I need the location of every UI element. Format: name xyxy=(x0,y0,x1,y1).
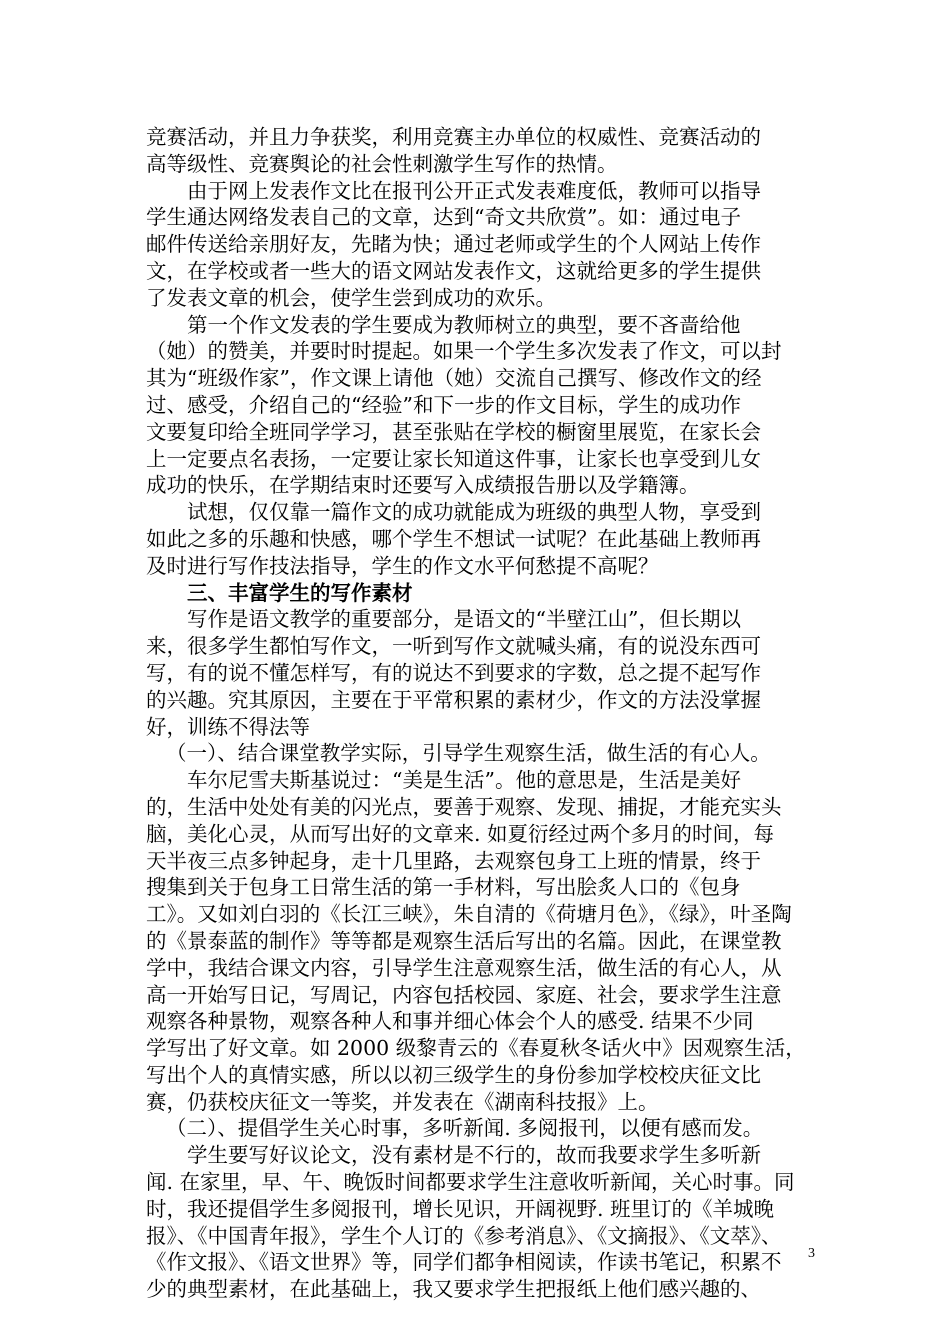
text-line: 的兴趣。究其原因，主要在于平常积累的素材少，作文的方法没掌握 xyxy=(146,687,761,712)
text-line: 写，有的说不懂怎样写，有的说达不到要求的字数，总之提不起写作 xyxy=(146,660,761,685)
text-line: （她）的赞美，并要时时提起。如果一个学生多次发表了作文，可以封 xyxy=(146,339,782,364)
text-line: 邮件传送给亲朋好友，先睹为快；通过老师或学生的个人网站上传作 xyxy=(146,232,761,257)
text-line: 其为“班级作家”，作文课上请他（她）交流自己撰写、修改作文的经 xyxy=(146,366,762,391)
section-heading: 三、丰富学生的写作素材 xyxy=(187,580,413,605)
text-line: 少的典型素材，在此基础上，我又要求学生把报纸上他们感兴趣的、 xyxy=(146,1277,761,1302)
text-line: 高一开始写日记，写周记，内容包括校园、家庭、社会，要求学生注意 xyxy=(146,982,782,1007)
subsection-heading: （二）、提倡学生关心时事，多听新闻. 多阅报刊，以便有感而发。 xyxy=(166,1116,764,1141)
text-line: 《作文报》、《语文世界》等，同学们都争相阅读，作读书笔记，积累不 xyxy=(146,1250,782,1275)
paragraph-first-line: 写作是语文教学的重要部分，是语文的“半壁江山”，但长期以 xyxy=(187,607,741,632)
text-line: 写出个人的真情实感，所以以初三级学生的身份参加学校校庆征文比 xyxy=(146,1062,761,1087)
text-line: 及时进行写作技法指导，学生的作文水平何愁提不高呢？ xyxy=(146,553,659,578)
text-line: 天半夜三点多钟起身，走十几里路，去观察包身工上班的情景，终于 xyxy=(146,848,761,873)
text-line: 文，在学校或者一些大的语文网站发表作文，这就给更多的学生提供 xyxy=(146,258,761,283)
text-line: 如此之多的乐趣和快感，哪个学生不想试一试呢？在此基础上教师再 xyxy=(146,526,761,551)
text-line: 工》。又如刘白羽的《长江三峡》，朱自清的《荷塘月色》，《绿》，叶圣陶 xyxy=(146,902,792,927)
text-line: 的《景泰蓝的制作》等等都是观察生活后写出的名篇。因此，在课堂教 xyxy=(146,928,782,953)
text-line: 文要复印给全班同学学习，甚至张贴在学校的橱窗里展览，在家长会 xyxy=(146,419,761,444)
text-line: 过、感受，介绍自己的“经验”和下一步的作文目标，学生的成功作 xyxy=(146,392,741,417)
subsection-heading: （一）、结合课堂教学实际，引导学生观察生活，做生活的有心人。 xyxy=(166,741,771,766)
text-line: 学生通达网络发表自己的文章，达到“奇文共欣赏”。如：通过电子 xyxy=(146,205,741,230)
text-line: 成功的快乐，在学期结束时还要写入成绩报告册以及学籍簿。 xyxy=(146,473,700,498)
text-line: 学写出了好文章。如 2000 级黎青云的《春夏秋冬话火中》因观察生活， xyxy=(146,1036,806,1061)
text-line: 学中，我结合课文内容，引导学生注意观察生活，做生活的有心人，从 xyxy=(146,955,782,980)
text-line: 上一定要点名表扬，一定要让家长知道这件事，让家长也享受到儿女 xyxy=(146,446,761,471)
paragraph-first-line: 学生要写好议论文，没有素材是不行的，故而我要求学生多听新 xyxy=(187,1143,761,1168)
text-line: 脑，美化心灵，从而写出好的文章来. 如夏衍经过两个多月的时间，每 xyxy=(146,821,775,846)
text-line: 搜集到关于包身工日常生活的第一手材料，写出脍炙人口的《包身 xyxy=(146,875,741,900)
text-line: 来，很多学生都怕写作文，一听到写作文就喊头痛，有的说没东西可 xyxy=(146,634,761,659)
text-line: 赛，仍获校庆征文一等奖，并发表在《湖南科技报》上。 xyxy=(146,1089,659,1114)
text-line: 闻. 在家里，早、午、晚饭时间都要求学生注意收听新闻，关心时事。同 xyxy=(146,1170,795,1195)
paragraph-first-line: 车尔尼雪夫斯基说过：“美是生活”。他的意思是，生活是美好 xyxy=(187,768,741,793)
paragraph-first-line: 试想，仅仅靠一篇作文的成功就能成为班级的典型人物，享受到 xyxy=(187,500,761,525)
text-line: 竞赛活动，并且力争获奖，利用竞赛主办单位的权威性、竞赛活动的 xyxy=(146,125,761,149)
text-line: 时，我还提倡学生多阅报刊，增长见识，开阔视野. 班里订的《羊城晚 xyxy=(146,1196,775,1221)
text-line: 高等级性、竞赛舆论的社会性刺激学生写作的热情。 xyxy=(146,151,618,176)
page-number: 3 xyxy=(808,1246,815,1261)
text-line: 报》、《中国青年报》，学生个人订的《参考消息》、《文摘报》、《文萃》、 xyxy=(146,1223,782,1248)
text-line: 的，生活中处处有美的闪光点，要善于观察、发现、捕捉，才能充实头 xyxy=(146,794,782,819)
text-line: 观察各种景物，观察各种人和事并细心体会个人的感受. 结果不少同 xyxy=(146,1009,754,1034)
text-line: 了发表文章的机会，使学生尝到成功的欢乐。 xyxy=(146,285,556,310)
paragraph-first-line: 第一个作文发表的学生要成为教师树立的典型，要不吝啬给他 xyxy=(187,312,741,337)
text-line: 好，训练不得法等 xyxy=(146,714,310,739)
document-body xyxy=(146,124,810,1303)
paragraph-first-line: 由于网上发表作文比在报刊公开正式发表难度低，教师可以指导 xyxy=(187,178,761,203)
